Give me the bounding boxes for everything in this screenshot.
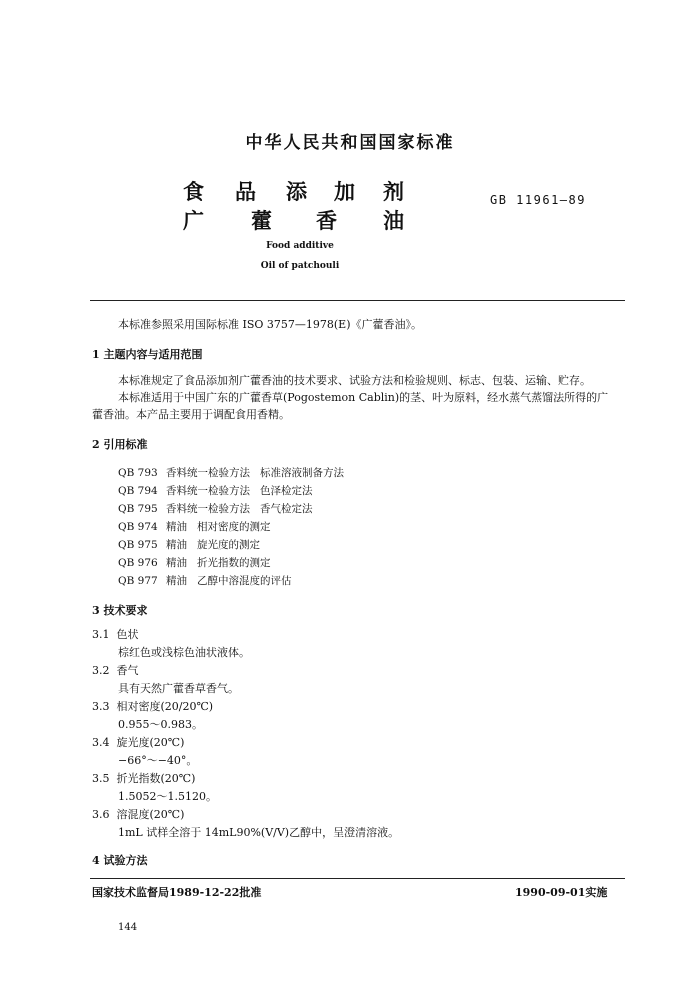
effective-date: 1990-09-01实施 bbox=[515, 886, 608, 899]
reference-item bbox=[118, 519, 271, 534]
title-char: 食 bbox=[183, 179, 204, 204]
requirement-label: 香气 bbox=[116, 664, 139, 677]
reference-code: QB 975 bbox=[118, 539, 158, 551]
requirement-number: 3.4 bbox=[92, 736, 110, 749]
section-4-heading: 4 试验方法 bbox=[92, 854, 148, 867]
reference-code: QB 974 bbox=[118, 521, 158, 533]
issuing-organization: 中华人民共和国国家标准 bbox=[245, 133, 455, 153]
requirement-number: 3.2 bbox=[92, 664, 110, 677]
reference-category: 香料统一检验方法 bbox=[166, 503, 250, 515]
approval-date: 国家技术监督局1989-12-22批准 bbox=[92, 886, 262, 899]
requirement-value: 1mL 试样全溶于 14mL90%(V/V)乙醇中，呈澄清溶液。 bbox=[118, 826, 400, 839]
requirement-label: 溶混度(20℃) bbox=[116, 808, 185, 821]
section-1-paragraph-2-line2: 藿香油。本产品主要用于调配食用香精。 bbox=[92, 408, 290, 421]
requirement-value: 具有天然广藿香草香气。 bbox=[118, 682, 239, 695]
requirement-number: 3.5 bbox=[92, 772, 110, 785]
reference-category: 香料统一检验方法 bbox=[166, 485, 250, 497]
reference-code: QB 977 bbox=[118, 575, 158, 587]
reference-code: QB 793 bbox=[118, 467, 158, 479]
title-char: 藿 bbox=[251, 208, 272, 233]
section-1-heading: 1 主题内容与适用范围 bbox=[92, 348, 203, 361]
title-char: 品 bbox=[235, 179, 256, 204]
requirement-number: 3.1 bbox=[92, 628, 110, 641]
reference-code: QB 794 bbox=[118, 485, 158, 497]
reference-title: 乙醇中溶混度的评估 bbox=[197, 575, 292, 587]
reference-title: 旋光度的测定 bbox=[197, 539, 260, 551]
reference-item bbox=[118, 555, 271, 570]
reference-title: 折光指数的测定 bbox=[197, 557, 271, 569]
requirement-value: 1.5052～1.5120。 bbox=[118, 790, 217, 803]
reference-category: 精油 bbox=[166, 575, 187, 587]
title-char: 香 bbox=[316, 208, 337, 233]
requirement-item-heading bbox=[92, 735, 184, 751]
title-char: 油 bbox=[383, 208, 404, 233]
requirement-number: 3.3 bbox=[92, 700, 110, 713]
reference-title: 标准溶液制备方法 bbox=[260, 467, 344, 479]
requirement-item-heading bbox=[92, 807, 184, 823]
reference-item bbox=[118, 465, 344, 480]
title-english-line1: Food additive bbox=[266, 241, 334, 251]
requirement-label: 折光指数(20℃) bbox=[116, 772, 196, 785]
reference-title: 香气检定法 bbox=[260, 503, 313, 515]
reference-category: 香料统一检验方法 bbox=[166, 467, 250, 479]
title-english-line2: Oil of patchouli bbox=[260, 261, 340, 271]
reference-item bbox=[118, 483, 313, 498]
section-2-heading: 2 引用标准 bbox=[92, 438, 148, 451]
reference-code: QB 795 bbox=[118, 503, 158, 515]
requirement-value: 0.955～0.983。 bbox=[118, 718, 203, 731]
reference-item bbox=[118, 573, 292, 588]
page-number: 144 bbox=[118, 922, 138, 933]
reference-category: 精油 bbox=[166, 521, 187, 533]
reference-item bbox=[118, 537, 260, 552]
section-1-paragraph-2-line1: 本标准适用于中国广东的广藿香草(Pogostemon Cablin)的茎、叶为原料，经水蒸气蒸馏法所得的广 bbox=[118, 391, 609, 404]
requirement-item-heading bbox=[92, 627, 139, 643]
footer-divider bbox=[90, 878, 625, 879]
section-1-paragraph-1: 本标准规定了食品添加剂广藿香油的技术要求、试验方法和检验规则、标志、包装、运输、贮存。 bbox=[118, 374, 591, 387]
standard-code: GB 11961—89 bbox=[490, 193, 586, 207]
reference-title: 相对密度的测定 bbox=[197, 521, 271, 533]
requirement-label: 相对密度(20/20℃) bbox=[116, 700, 214, 713]
intro-text: 本标准参照采用国际标准 ISO 3757—1978(E)《广藿香油》。 bbox=[118, 318, 422, 331]
requirement-item-heading bbox=[92, 771, 195, 787]
title-char: 加 bbox=[334, 179, 355, 204]
header-divider bbox=[90, 300, 625, 301]
requirement-item-heading bbox=[92, 699, 213, 715]
title-char: 添 bbox=[286, 179, 307, 204]
reference-item bbox=[118, 501, 313, 516]
requirement-item-heading bbox=[92, 663, 139, 679]
reference-category: 精油 bbox=[166, 539, 187, 551]
reference-code: QB 976 bbox=[118, 557, 158, 569]
reference-category: 精油 bbox=[166, 557, 187, 569]
requirement-label: 旋光度(20℃) bbox=[116, 736, 185, 749]
requirement-number: 3.6 bbox=[92, 808, 110, 821]
section-3-heading: 3 技术要求 bbox=[92, 604, 148, 617]
requirement-label: 色状 bbox=[116, 628, 139, 641]
requirement-value: −66°～−40°。 bbox=[118, 754, 198, 767]
title-char: 剂 bbox=[383, 179, 404, 204]
reference-title: 色泽检定法 bbox=[260, 485, 313, 497]
title-char: 广 bbox=[183, 208, 204, 233]
requirement-value: 棕红色或浅棕色油状液体。 bbox=[118, 646, 250, 659]
